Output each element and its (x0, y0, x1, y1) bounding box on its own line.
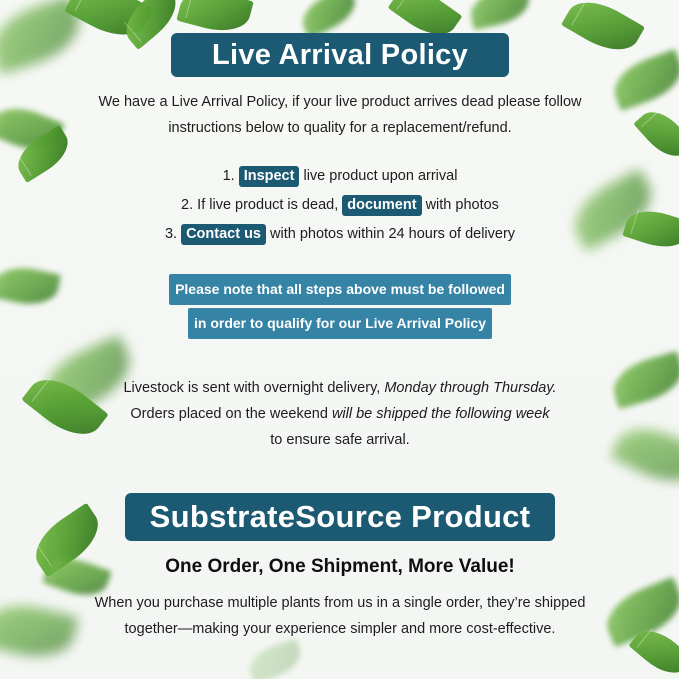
product-banner: SubstrateSource Product (125, 493, 555, 541)
note-line-1: Please note that all steps above must be followed (169, 274, 511, 305)
step-after: live product upon arrival (303, 168, 458, 184)
step-after: with photos within 24 hours of delivery (270, 226, 516, 242)
step-after: with photos (425, 197, 499, 213)
intro-rest: , if your live product arrives dead please follow instructions below to quality for a replacement/refund. (168, 94, 582, 136)
intro-lead: We have a Live Arrival Policy (98, 94, 285, 110)
step-number: 3. (164, 226, 178, 242)
live-arrival-policy-banner: Live Arrival Policy (171, 33, 509, 77)
list-item (120, 162, 560, 191)
shipping-line-3: to ensure safe arrival. (270, 432, 410, 448)
step-number: 2. (181, 197, 194, 213)
step-highlight: Contact us (181, 224, 266, 245)
product-subheading: One Order, One Shipment, More Value! (165, 556, 515, 577)
shipping-schedule-paragraph (92, 375, 588, 453)
steps-list (120, 162, 560, 249)
shipping-line-1-plain: Livestock is sent with overnight delivery, (123, 380, 381, 396)
step-before: If live product is dead, (197, 197, 339, 213)
shipping-line-1-emphasis: Monday through Thursday. (384, 380, 557, 396)
intro-paragraph (72, 89, 608, 141)
step-highlight: Inspect (239, 166, 300, 187)
note-line-2: in order to qualify for our Live Arrival Policy (188, 308, 492, 339)
shipping-line-2-emphasis: will be shipped the following week (331, 406, 550, 422)
product-body-paragraph: When you purchase multiple plants from us in a single order, they’re shipped together—making your experience simpler and more cost-effective. (94, 595, 586, 637)
step-highlight: document (342, 195, 421, 216)
list-item (120, 220, 560, 249)
step-number: 1. (222, 168, 235, 184)
list-item (120, 191, 560, 220)
shipping-line-2-plain: Orders placed on the weekend (130, 406, 328, 422)
policy-note (140, 274, 540, 342)
